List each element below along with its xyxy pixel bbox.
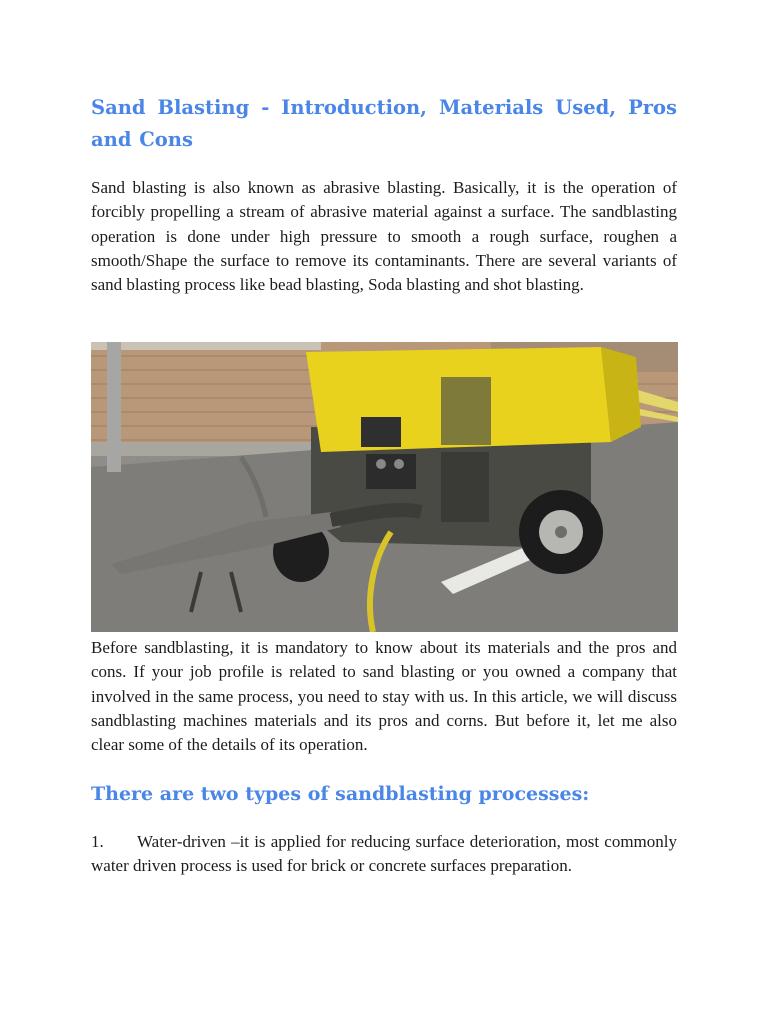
list-item-text: Water-driven –it is applied for reducing surface deterioration, most commonly water driven process is used for brick or concrete surfaces preparation. (91, 832, 677, 876)
compressor-photo (91, 342, 678, 632)
section-heading: There are two types of sandblasting processes: (91, 783, 590, 805)
materials-paragraph: Before sandblasting, it is mandatory to know about its materials and the pros and cons. If your job profile is related to sand blasting or you owned a company that involved in the same process, you need to stay with us. In this article, we will discuss sandblasting machines materials and its pros and corns. But before it, let me also clear some of the details of its operation. (91, 638, 677, 755)
list-item-number: 1. (91, 832, 104, 851)
intro-paragraph: Sand blasting is also known as abrasive blasting. Basically, it is the operation of forcibly propelling a stream of abrasive material against a surface. The sandblasting operation is done under high pressure to smooth a rough surface, roughen a smooth/Shape the surface to remove its contaminants. There are several variants of sand blasting process like bead blasting, Soda blasting and shot blasting. (91, 178, 677, 295)
document-title: Sand Blasting - Introduction, Materials Used, Pros and Cons (91, 96, 677, 151)
list-item (91, 830, 677, 879)
